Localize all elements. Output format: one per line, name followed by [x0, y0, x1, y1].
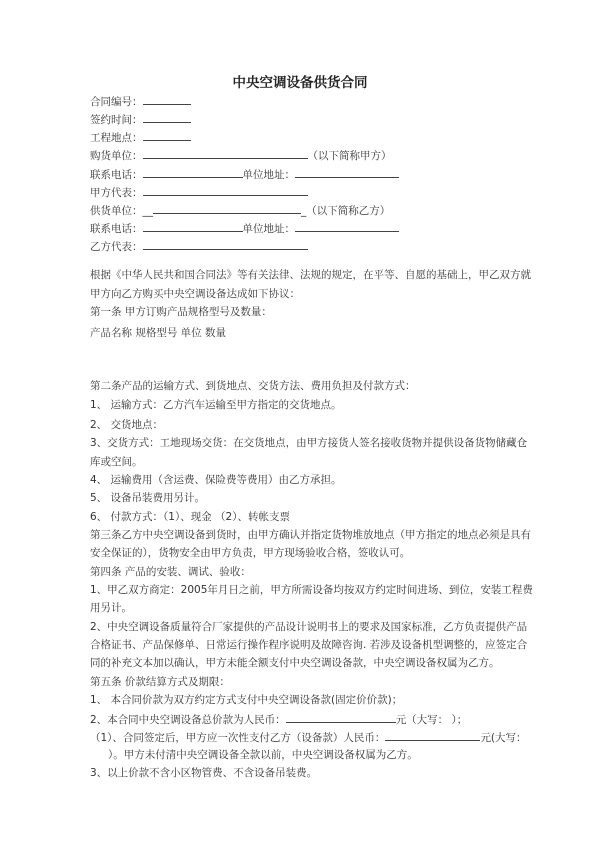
seller-blank[interactable]: [153, 202, 301, 214]
contract-no-blank[interactable]: [143, 93, 191, 105]
rep-a-blank[interactable]: [143, 184, 308, 196]
site-row: [90, 129, 191, 145]
article-4-item-2b: 合格证书、产品保修单、日常运行操作程序说明及故障咨询. 若涉及设备机型调整的，应签定合: [90, 639, 528, 651]
address-a-label: 单位地址：: [242, 169, 295, 181]
article-5-item-2-1: [90, 729, 527, 745]
rep-b-label: 乙方代表：: [90, 241, 143, 253]
rep-b-blank[interactable]: [143, 238, 308, 250]
total-price-label: 2、本合同中央空调设备总价款为人民币：: [90, 714, 286, 726]
sign-time-row: [90, 111, 191, 127]
article-2-item-4: 4、 运输费用（含运费、保险费等费用）由乙方承担。: [90, 474, 342, 486]
article-4-item-1b: 用另计。: [90, 602, 132, 614]
buyer-blank[interactable]: [143, 147, 308, 159]
article-4-item-2c: 同的补充文本加以确认，甲方未能全额支付中央空调设备款，中央空调设备权属为乙方。: [90, 657, 500, 669]
article-4-heading: 第四条 产品的安装、调试、验收：: [90, 566, 251, 578]
payment-suffix: 元(大写：: [480, 732, 527, 744]
product-columns: 产品名称 规格型号 单位 数量: [90, 327, 227, 339]
article-2-item-6: 6、 付款方式：（1）、现金 （2）、转帐支票: [90, 511, 290, 523]
phone-a-blank[interactable]: [143, 166, 243, 178]
article-4-item-1a: 1、甲乙双方商定：2005年月日之前，甲方所需设备均按双方约定时间进场、到位，安装工程费: [90, 584, 533, 596]
rep-a-label: 甲方代表：: [90, 187, 143, 199]
article-1-heading: 第一条 甲方订购产品规格型号及数量：: [90, 306, 272, 318]
intro-line-2: 甲方向乙方购买中央空调设备达成如下协议：: [90, 288, 300, 300]
address-a-blank[interactable]: [295, 166, 399, 178]
article-5-heading: 第五条 价款结算方式及期限：: [90, 676, 230, 688]
document-title: 中央空调设备供货合同: [232, 75, 368, 91]
article-5-item-2: [90, 711, 467, 727]
rep-a-row: [90, 184, 308, 200]
sign-time-blank[interactable]: [143, 111, 191, 123]
seller-note: _（以下简称乙方）: [301, 205, 391, 217]
phone-b-row: [90, 220, 399, 236]
contract-no-label: 合同编号：: [90, 96, 143, 108]
phone-a-label: 联系电话：: [90, 169, 143, 181]
article-3-line-1: 第三条乙方中央空调设备到货时，由甲方确认并指定货物堆放地点（甲方指定的地点必须是具有: [90, 529, 531, 541]
article-2-item-5: 5、 设备吊装费用另计。: [90, 492, 206, 504]
sign-time-label: 签约时间：: [90, 114, 143, 126]
article-3-line-2: 安全保证的），货物安全由甲方负责，甲方现场验收合格，签收认可。: [90, 547, 411, 559]
phone-a-row: [90, 166, 399, 182]
seller-prefix: __: [142, 205, 153, 217]
seller-row: [90, 202, 390, 218]
phone-b-label: 联系电话：: [90, 223, 143, 235]
buyer-row: [90, 147, 392, 163]
article-2-heading: 第二条产品的运输方式、到货地点、交货方法、费用负担及付款方式：: [90, 380, 416, 392]
article-5-item-3: 3、以上价款不含小区物管费、不含设备吊装费。: [90, 767, 318, 779]
article-5-item-1: 1、 本合同价款为双方约定方式支付中央空调设备款(固定价价款)；: [90, 694, 403, 706]
article-2-item-3b: 库或空间。: [90, 456, 143, 468]
contract-no-row: [90, 93, 191, 109]
total-price-blank[interactable]: [286, 711, 396, 723]
total-price-suffix: 元（大写： ）；: [395, 714, 468, 726]
phone-b-blank[interactable]: [143, 220, 243, 232]
article-2-item-1: 1、 运输方式：乙方汽车运输至甲方指定的交货地点。: [90, 399, 342, 411]
payment-label: （1）、合同签定后，甲方应一次性支付乙方（设备款）人民币：: [90, 732, 386, 744]
article-5-item-2-1-cont: ）。甲方未付清中央空调设备全款以前，中央空调设备权属为乙方。: [108, 749, 418, 761]
rep-b-row: [90, 238, 308, 254]
article-2-item-2: 2、 交货地点：: [90, 419, 164, 431]
buyer-note: （以下简称甲方）: [307, 150, 392, 162]
buyer-label: 购货单位：: [90, 150, 143, 162]
site-blank[interactable]: [143, 129, 191, 141]
seller-label: 供货单位：: [90, 205, 143, 217]
site-label: 工程地点：: [90, 132, 143, 144]
address-b-label: 单位地址：: [242, 223, 295, 235]
intro-line-1: 根据《中华人民共和国合同法》等有关法律、法规的规定，在平等、自愿的基础上，甲乙双方就: [90, 269, 531, 281]
payment-blank[interactable]: [385, 729, 480, 741]
article-2-item-3a: 3、交货方式：工地现场交货：在交货地点，由甲方接货人签名接收货物并提供设备货物储藏仓: [90, 437, 528, 449]
article-4-item-2a: 2、中央空调设备质量符合厂家提供的产品设计说明书上的要求及国家标准，乙方负责提供产品: [90, 621, 528, 633]
address-b-blank[interactable]: [295, 220, 399, 232]
